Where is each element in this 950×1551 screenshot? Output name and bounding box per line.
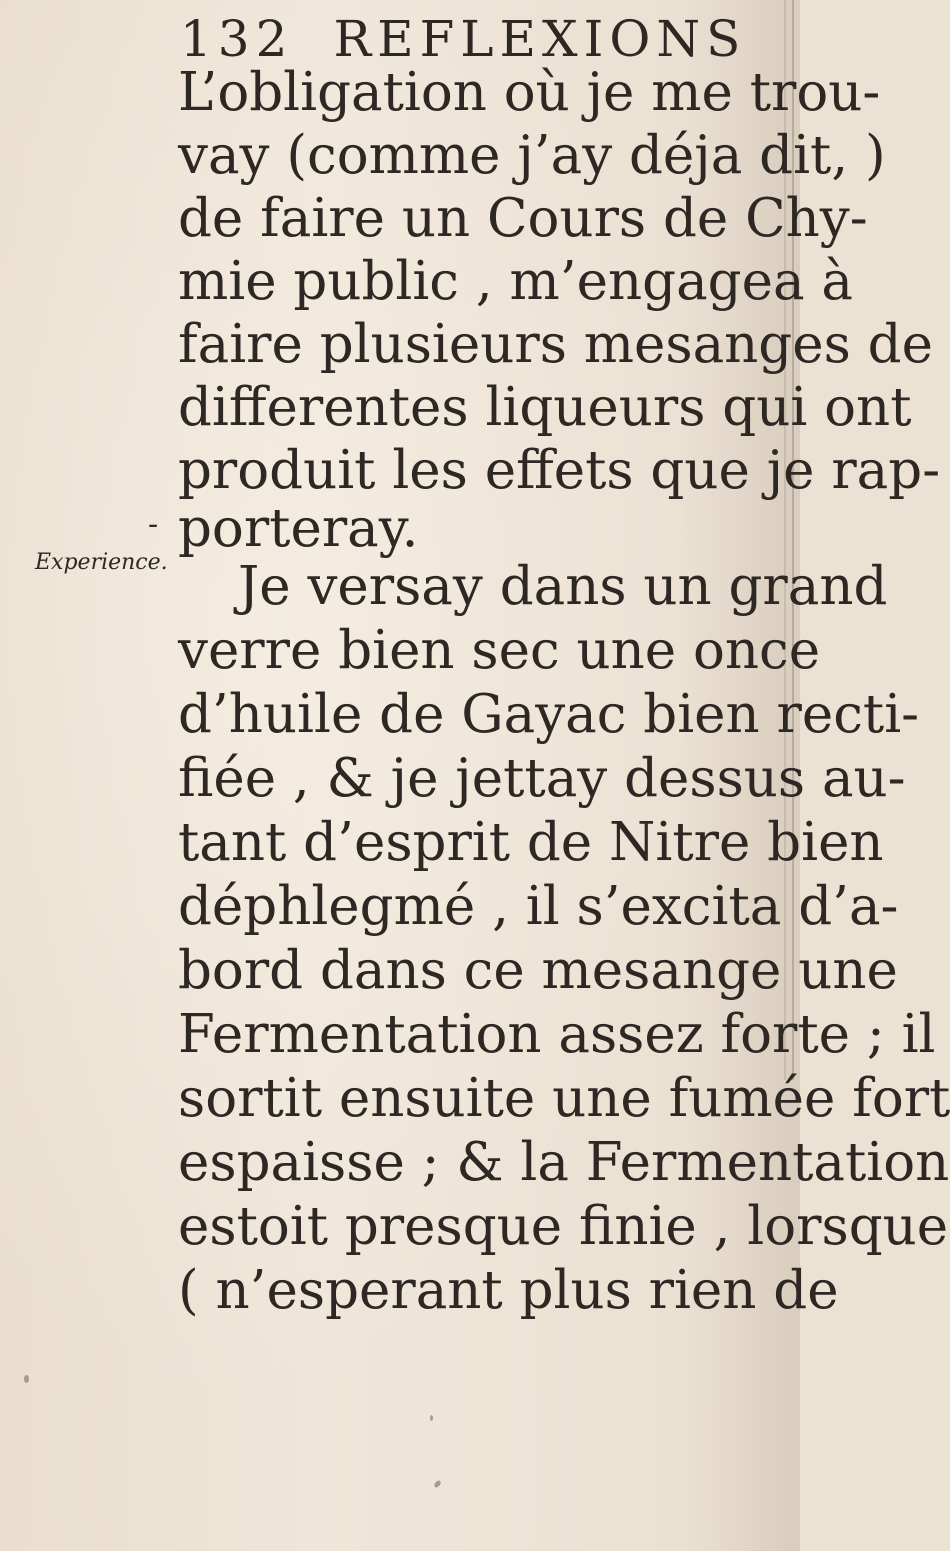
text-line: Fermentation assez forte ; il [178,1004,936,1065]
paragraph-marker: - [148,507,159,542]
running-head [180,10,747,68]
text-line: Je versay dans un grand [238,556,888,617]
text-line: sortit ensuite une fumée fort [178,1068,950,1129]
paper-speck [24,1375,29,1383]
text-line: bord dans ce mesange une [178,940,898,1001]
text-line: faire plusieurs mesanges de [178,314,933,375]
text-line: L’obligation où je me trou- [178,62,881,123]
paper-speck [430,1415,433,1421]
running-title: REFLEXIONS [333,10,747,68]
text-line: porteray. [178,498,419,559]
text-line: espaisse ; & la Fermentation [178,1132,950,1193]
text-line: mie public , m’engagea à [178,251,853,312]
text-line: estoit presque finie , lorsque [178,1196,949,1257]
text-line: ( n’esperant plus rien de [178,1260,839,1321]
text-line: vay (comme j’ay déja dit, ) [178,125,886,186]
page-number: 132 [180,10,294,68]
text-line: de faire un Cours de Chy- [178,188,868,249]
text-line: fiée , & je jettay dessus au- [178,748,906,809]
paper-speck [433,1479,442,1488]
text-line: differentes liqueurs qui ont [178,377,912,438]
margin-note: Experience. [35,550,168,575]
text-line: déphlegmé , il s’excita d’a- [178,876,899,937]
text-line: d’huile de Gayac bien recti- [178,684,920,745]
text-line: verre bien sec une once [178,620,821,681]
text-line: produit les effets que je rap- [178,440,941,501]
text-line: tant d’esprit de Nitre bien [178,812,884,873]
